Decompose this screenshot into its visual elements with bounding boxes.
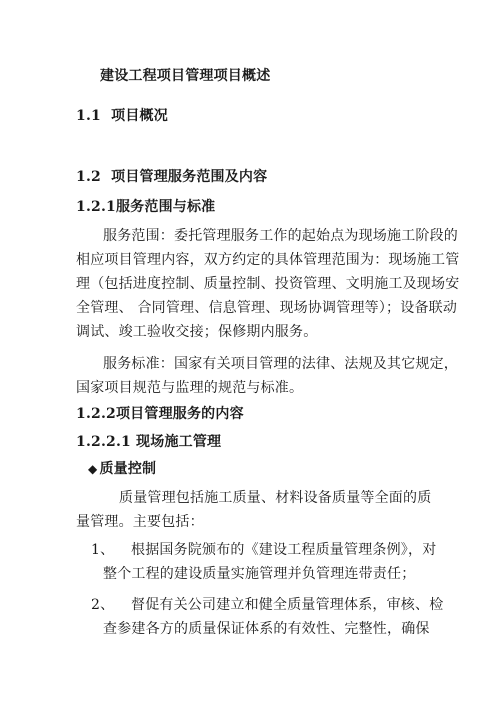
list-item-text: 根据国务院颁布的《建设工程质量管理条例》，对	[131, 542, 437, 558]
scope-line-5: 调试、竣工验收交接；保修期内服务。	[76, 324, 318, 340]
standard-line-1: 服务标准：国家有关项目管理的法律、法规及其它规定，	[103, 356, 458, 372]
section-1-1-heading	[76, 107, 168, 125]
section-number: 1.1	[76, 108, 101, 124]
standard-line-2: 国家项目规范与监理的规范与标准。	[76, 380, 304, 396]
scope-line-2: 相应项目管理内容，双方约定的具体管理范围为：现场施工管	[76, 252, 460, 268]
section-1-2-1-heading: 1.2.1服务范围与标准	[76, 199, 216, 215]
list-item-2-continuation: 查参建各方的质量保证体系的有效性、完整性，确保	[103, 621, 430, 637]
section-1-2-2-1-heading: 1.2.2.1 现场施工管理	[76, 434, 222, 450]
section-title: 项目管理服务范围及内容	[111, 169, 268, 185]
list-item-1	[91, 541, 436, 559]
section-1-2-2-heading: 1.2.2项目管理服务的内容	[76, 406, 244, 422]
list-item-text: 督促有关公司建立和健全质量管理体系，审核、检	[131, 597, 444, 613]
list-item-number: 1、	[91, 542, 115, 558]
quality-line-2: 量管理。主要包括：	[76, 514, 204, 530]
section-title: 项目概况	[111, 108, 168, 124]
list-item-1-continuation: 整个工程的建设质量实施管理并负管理连带责任；	[103, 566, 416, 582]
scope-line-3: 理（包括进度控制、质量控制、投资管理、文明施工及现场安	[76, 276, 460, 292]
quality-line-1: 质量管理包括施工质量、材料设备质量等全面的质	[119, 490, 432, 506]
section-1-2-heading	[76, 168, 267, 186]
quality-control-heading	[88, 460, 156, 478]
quality-control-label: 质量控制	[99, 461, 157, 477]
scope-line-1: 服务范围：委托管理服务工作的起始点为现场施工阶段的	[103, 228, 458, 244]
scope-line-4: 全管理、 合同管理、信息管理、现场协调管理等）；设备联动	[76, 300, 458, 316]
document-title: 建设工程项目管理项目概述	[100, 68, 271, 84]
section-number: 1.2	[76, 169, 101, 185]
list-item-2	[91, 596, 443, 614]
list-item-number: 2、	[91, 597, 115, 613]
diamond-bullet-icon: ◆	[88, 462, 98, 476]
